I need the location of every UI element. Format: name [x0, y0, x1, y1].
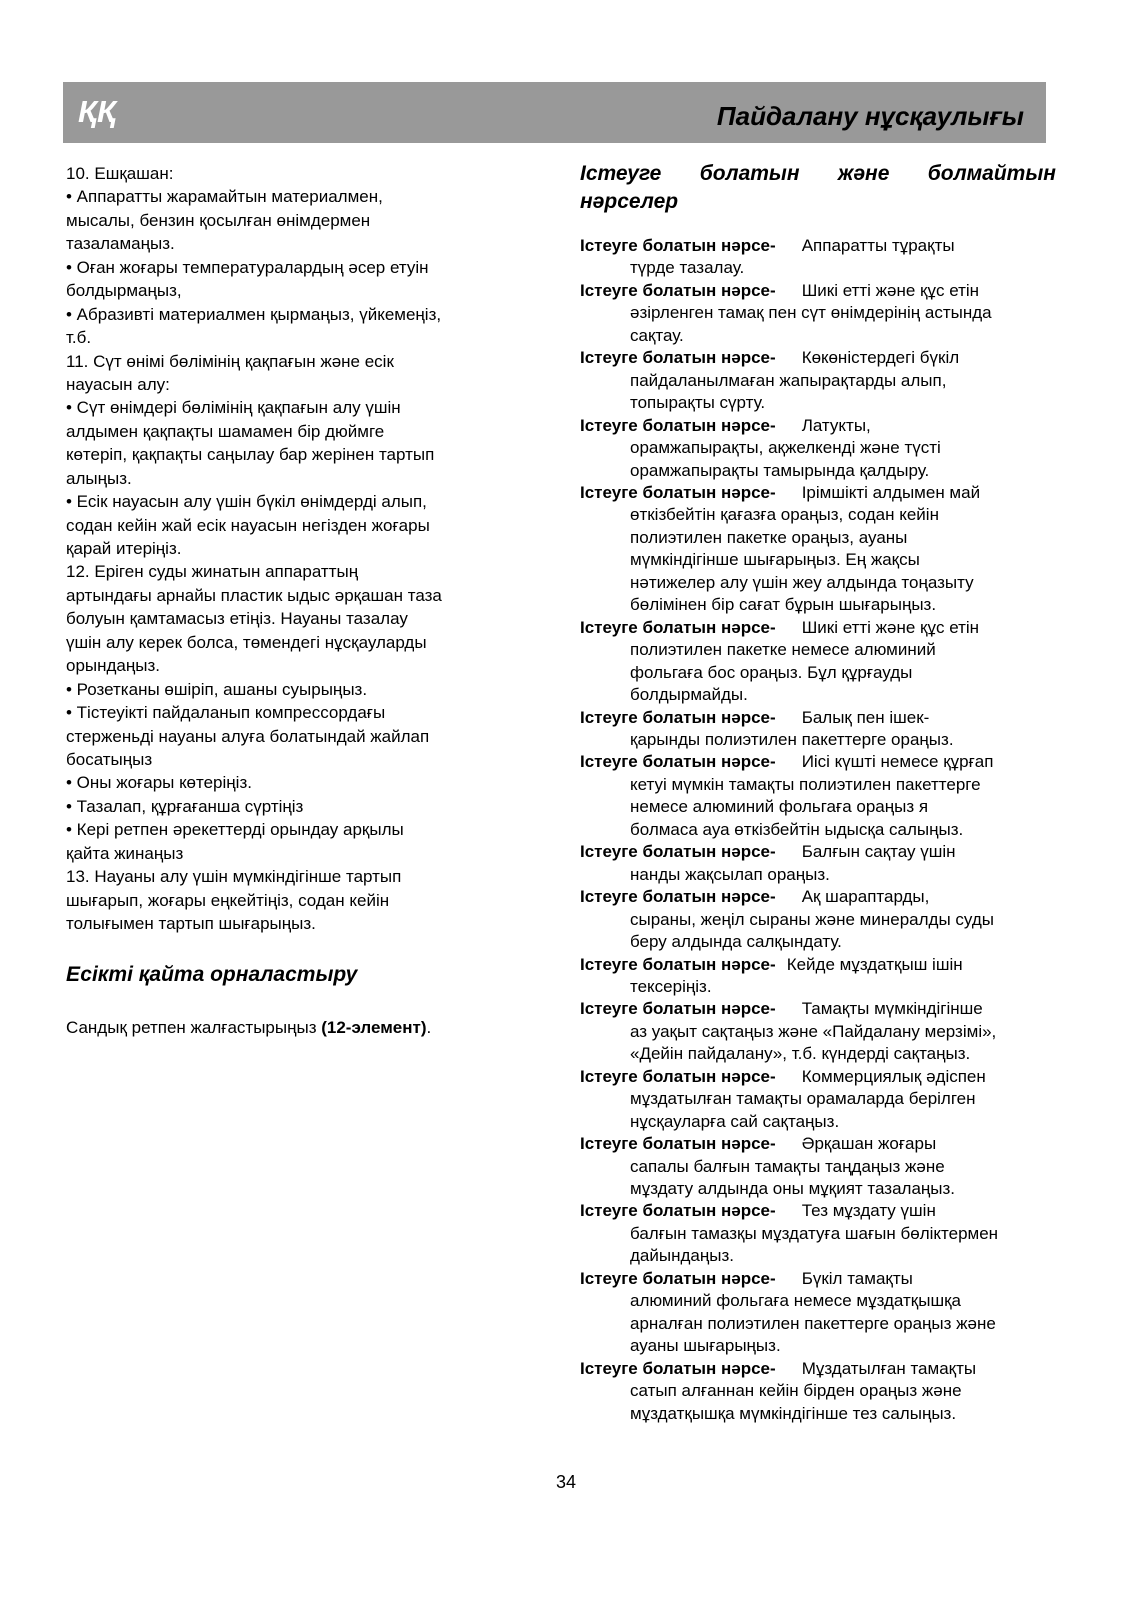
dos-item-continuation: бөлімінен бір сағат бұрын шығарыңыз. [630, 595, 937, 615]
dos-item-text: Шикі етті және құс етін [801, 617, 980, 637]
left-text-line: • Сүт өнімдері бөлімінің қақпағын алу үшін [66, 398, 401, 418]
left-text-line: • Кері ретпен әрекеттерді орындау арқылы [66, 820, 404, 840]
dos-item [580, 347, 1060, 369]
dos-item-continuation: топырақты сүрту. [630, 393, 766, 413]
dos-item-continuation: полиэтилен пакетке ораңыз, ауаны [630, 527, 908, 547]
dos-item-continuation: нанды жақсылап ораңыз. [630, 864, 830, 884]
dos-item-text: Балық пен ішек- [801, 707, 930, 727]
left-text-line: болуын қамтамасыз етіңіз. Науаны тазалау [66, 609, 408, 629]
dos-item-text: Тамақты мүмкіндігінше [801, 999, 983, 1019]
dos-item [580, 235, 1060, 257]
dos-item [580, 280, 1060, 302]
dos-item-label: Істеуге болатын нәрсе- [580, 236, 776, 255]
left-text-line: орындаңыз. [66, 656, 161, 676]
dos-item-continuation: нәтижелер алу үшін жеу алдында тоңазыту [630, 572, 974, 592]
section-element-ref: (12-элемент) [321, 1018, 427, 1037]
dos-item-continuation: беру алдында салқындату. [630, 932, 842, 952]
dos-item-continuation: өткізбейтін қағазға ораңыз, содан кейін [630, 505, 939, 525]
dos-item-text: Иісі күшті немесе құрғап [801, 752, 994, 772]
dos-item-continuation: сақтау. [630, 325, 684, 345]
left-text-line: науасын алу: [66, 374, 170, 394]
dos-item-label: Істеуге болатын нәрсе- [580, 842, 776, 862]
dos-item-label: Істеуге болатын нәрсе- [580, 1066, 776, 1086]
dos-title-word: және [837, 162, 890, 185]
dos-item-text: Балғын сақтау үшін [801, 842, 956, 862]
dos-item-continuation: қарынды полиэтилен пакеттерге ораңыз. [630, 729, 954, 749]
left-text-line: • Аппаратты жарамайтын материалмен, [66, 187, 383, 207]
dos-item-continuation: мұздатылған тамақты орамаларда берілген [630, 1089, 976, 1109]
left-text-line: • Тістеуікті пайдаланып компрессордағы [66, 703, 386, 723]
dos-item-text: Ақ шараптарды, [801, 887, 930, 907]
left-text-line: 11. Сүт өнімі бөлімінің қақпағын және есік [66, 351, 394, 371]
left-text-line: көтеріп, қақпақты саңылау бар жерінен тартып [66, 445, 435, 465]
dos-item-continuation: мүмкіндігінше шығарыңыз. Ең жақсы [630, 550, 920, 570]
dos-item-label: Істеуге болатын нәрсе- [580, 707, 776, 727]
dos-title-word: болмайтын [927, 162, 1056, 185]
dos-title-word: Істеуге [580, 162, 662, 185]
section-text-door-reversal [66, 1018, 431, 1038]
dos-item-text: Көкөністердегі бүкіл [801, 348, 960, 368]
dos-item-text: Кейде мұздатқыш ішін [786, 954, 963, 974]
dos-item-label: Істеуге болатын нәрсе- [580, 1134, 776, 1154]
dos-item-label: Істеуге болатын нәрсе- [580, 348, 776, 368]
left-text-lines [66, 162, 526, 935]
dos-item-label: Істеуге болатын нәрсе- [580, 752, 776, 772]
dos-item [580, 841, 1060, 863]
dos-list [580, 235, 1060, 1425]
dos-item-continuation: орамжапырақты тамырында қалдыру. [630, 460, 930, 480]
dos-item [580, 751, 1060, 773]
dos-item-label: Істеуге болатын нәрсе- [580, 280, 776, 300]
left-text-line: болдырмаңыз, [66, 281, 182, 301]
dos-item-continuation: «Дейін пайдалану», т.б. күндерді сақтаңыз. [630, 1044, 971, 1064]
dos-item-label: Істеуге болатын нәрсе- [580, 415, 776, 435]
dos-item-label: Істеуге болатын нәрсе- [580, 954, 776, 974]
left-text-line: стерженьді науаны алуға болатындай жайлап [66, 726, 430, 746]
dos-item [580, 415, 1060, 437]
left-text-line: қайта жинаңыз [66, 843, 184, 863]
left-text-line: т.б. [66, 328, 92, 348]
dos-item-continuation: балғын тамазқы мұздатуға шағын бөліктермен [630, 1223, 999, 1243]
dos-item-continuation: кетуі мүмкін тамақты полиэтилен пакеттерге [630, 774, 981, 794]
left-text-line: босатыңыз [66, 749, 153, 769]
dos-title-word: болатын [699, 162, 800, 185]
dos-item [580, 886, 1060, 908]
left-text-line: • Оны жоғары көтеріңіз. [66, 773, 252, 793]
dos-item-continuation: мұздату алдында оны мұқият тазалаңыз. [630, 1179, 956, 1199]
dos-item-continuation: дайындаңыз. [630, 1246, 734, 1266]
left-text-line: • Оған жоғары температуралардың әсер етуін [66, 257, 429, 277]
left-text-line: содан кейін жай есік науасын негізден жоғары [66, 515, 430, 535]
dos-item [580, 1200, 1060, 1222]
dos-item-continuation: полиэтилен пакетке немесе алюминий [630, 640, 936, 660]
page-header [63, 82, 1046, 143]
dos-item-text: Аппаратты тұрақты [801, 236, 955, 255]
left-text-line: 12. Еріген суды жинатын аппараттың [66, 562, 359, 582]
dos-item [580, 707, 1060, 729]
dos-item-continuation: нұсқауларға сай сақтаңыз. [630, 1111, 840, 1131]
left-text-line: толығымен тартып шығарыңыз. [66, 914, 316, 933]
dos-item-continuation: тексеріңіз. [630, 976, 712, 996]
left-text-line: 10. Ешқашан: [66, 164, 174, 183]
dos-item-continuation: сапалы балғын тамақты таңдаңыз және [630, 1156, 945, 1176]
left-text-line: алыңыз. [66, 468, 132, 488]
dos-item-text: Әрқашан жоғары [801, 1134, 937, 1154]
left-text-line: 13. Науаны алу үшін мүмкіндігінше тартып [66, 867, 402, 887]
left-text-line: мысалы, бензин қосылған өнімдермен [66, 210, 371, 230]
section-text-end: . [426, 1018, 432, 1037]
dos-item [580, 1268, 1060, 1290]
left-text-line: • Есік науасын алу үшін бүкіл өнімдерді алып, [66, 492, 427, 512]
dos-item-text: Ірімшікті алдымен май [801, 482, 981, 502]
dos-item-continuation: арналған полиэтилен пакеттерге ораңыз және [630, 1313, 996, 1333]
dos-item-label: Істеуге болатын нәрсе- [580, 1201, 776, 1221]
page-number: 34 [555, 1472, 577, 1492]
dos-item-continuation: болдырмайды. [630, 685, 748, 705]
dos-item [580, 482, 1060, 504]
dos-item [580, 1066, 1060, 1088]
dos-item [580, 1133, 1060, 1155]
left-text-line: • Тазалап, құрғағанша сүртіңіз [66, 796, 304, 816]
dos-item [580, 1358, 1060, 1380]
dos-item-label: Істеуге болатын нәрсе- [580, 1268, 776, 1288]
section-text: Сандық ретпен жалғастырыңыз [66, 1018, 322, 1037]
manual-title: Пайдалану нұсқаулығы [716, 101, 1024, 131]
dos-item [580, 617, 1060, 639]
dos-item-text: Коммерциялық әдіспен [801, 1066, 986, 1086]
dos-item-continuation: түрде тазалау. [630, 258, 745, 278]
dos-item-continuation: фольгаға бос ораңыз. Бұл құрғауды [630, 662, 913, 682]
language-code: ҚҚ [78, 94, 117, 129]
dos-item-continuation: ауаны шығарыңыз. [630, 1336, 781, 1356]
dos-title [580, 160, 1056, 216]
left-text-line: • Абразивті материалмен қырмаңыз, үйкемеңіз, [66, 304, 442, 324]
dos-item-label: Істеуге болатын нәрсе- [580, 1358, 776, 1378]
left-text-line: қарай итеріңіз. [66, 539, 182, 558]
dos-item-label: Істеуге болатын нәрсе- [580, 999, 776, 1019]
left-text-line: артындағы арнайы пластик ыдыс әрқашан таза [66, 585, 442, 605]
dos-item-continuation: пайдаланылмаған жапырақтарды алып, [630, 370, 947, 390]
left-text-line: үшін алу керек болса, төмендегі нұсқауларды [66, 632, 427, 652]
dos-item-continuation: сатып алғаннан кейін бірден ораңыз және [630, 1381, 962, 1401]
dos-item-continuation: сыраны, жеңіл сыраны және минералды суды [630, 909, 994, 929]
dos-item [580, 954, 1060, 976]
dos-item-continuation: мұздатқышқа мүмкіндігінше тез салыңыз. [630, 1403, 957, 1423]
dos-item-text: Бүкіл тамақты [801, 1268, 913, 1288]
dos-item-continuation: болмаса ауа өткізбейтін ыдысқа салыңыз. [630, 819, 964, 839]
dos-item-label: Істеуге болатын нәрсе- [580, 482, 776, 502]
left-text-line: • Розетканы өшіріп, ашаны суырыңыз. [66, 679, 368, 699]
dos-item-continuation: немесе алюминий фольгаға ораңыз я [630, 797, 929, 817]
left-text-line: шығарып, жоғары еңкейтіңіз, содан кейін [66, 890, 390, 910]
dos-item-continuation: аз уақыт сақтаңыз және «Пайдалану мерзімі», [630, 1021, 997, 1041]
dos-item-text: Шикі етті және құс етін [801, 280, 980, 300]
left-text-line: тазаламаңыз. [66, 234, 175, 254]
section-title-door-reversal: Есікті қайта орналастыру [66, 963, 358, 986]
dos-item [580, 998, 1060, 1020]
dos-item-label: Істеуге болатын нәрсе- [580, 617, 776, 637]
dos-item-continuation: әзірленген тамақ пен сүт өнімдерінің астында [630, 303, 992, 323]
left-text-line: алдымен қақпақты шамамен бір дюймге [66, 421, 385, 441]
dos-item-text: Латукты, [801, 415, 871, 435]
dos-item-continuation: орамжапырақты, ақжелкенді және түсті [630, 438, 941, 458]
dos-item-text: Мұздатылған тамақты [801, 1358, 977, 1378]
dos-title-line1 [580, 160, 1056, 188]
dos-title-line2: нәрселер [580, 190, 679, 213]
dos-item-text: Тез мұздату үшін [801, 1201, 936, 1221]
dos-item-continuation: алюминий фольгаға немесе мұздатқышқа [630, 1291, 961, 1311]
left-column [66, 162, 526, 935]
dos-item-label: Істеуге болатын нәрсе- [580, 887, 776, 907]
